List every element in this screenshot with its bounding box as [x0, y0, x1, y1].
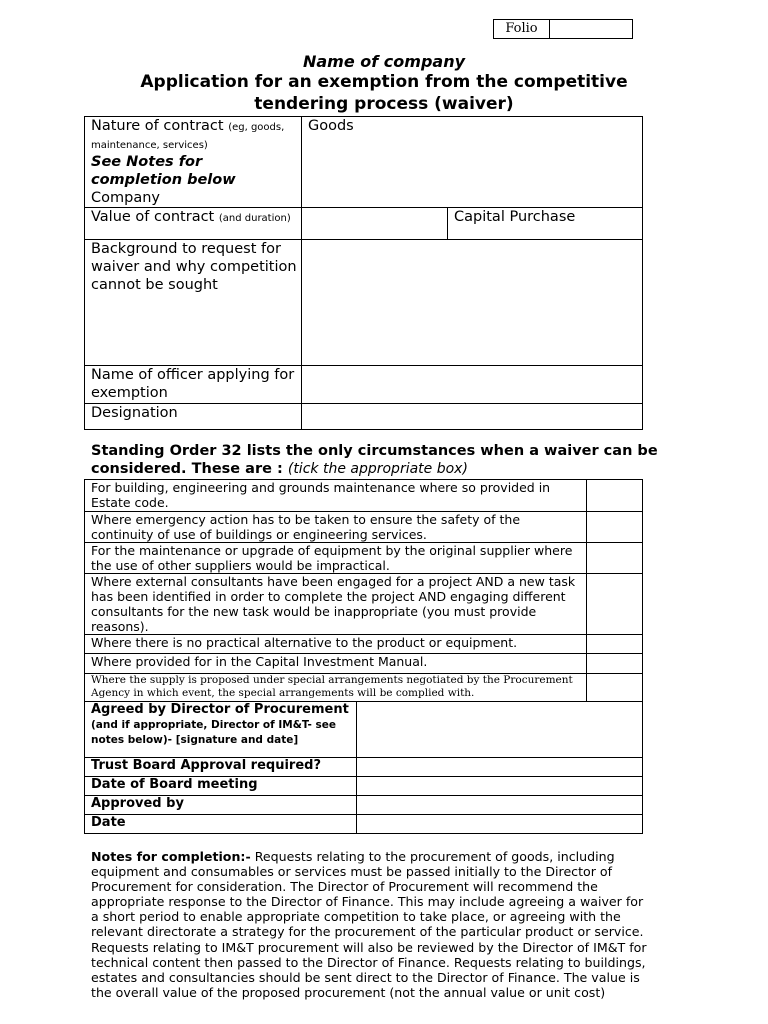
contract-details-table [84, 116, 643, 430]
tick-box[interactable] [587, 574, 643, 635]
background-field[interactable] [302, 240, 643, 366]
notes-for-completion [91, 849, 651, 1000]
trust-board-label: Trust Board Approval required? [85, 758, 357, 777]
table-row [85, 512, 643, 543]
approval-table [84, 701, 643, 834]
company-name: Name of company [302, 52, 466, 71]
tick-hint: (tick the appropriate box) [287, 461, 468, 477]
form-title-line1: Application for an exemption from the competitive [140, 72, 628, 92]
standing-order-text: Standing Order 32 lists the only circumstances when a waiver can be considered. These are : [91, 443, 658, 477]
notes-body: Requests relating to the procurement of goods, including equipment and consumables or services must be passed initially to the Director of Procurement for consideration. The Director of Procurement will recommend the appropriate response to the Director of Finance. This may include agreeing a waiver for a short period to enable appropriate competition to take place, or agreeing with the relevant directorate a strategy for the procurement of the particular product or service. Requests relating to IM&T procurement will also be reviewed by the Director of IM&T for technical content then passed to the Director of Finance. Requests relating to buildings, estates and consultancies should be sent direct to the Director of Finance. The value is the overall value of the proposed procurement (not the annual value or unit cost) [91, 849, 647, 1000]
value-field[interactable] [302, 208, 448, 240]
table-row [85, 654, 643, 674]
approved-by-field[interactable] [357, 796, 643, 815]
nature-value-field[interactable]: Goods [302, 117, 643, 208]
designation-field[interactable] [302, 404, 643, 430]
circumstance-text: Where emergency action has to be taken to ensure the safety of the continuity of use of buildings or engineering services. [85, 512, 587, 543]
officer-label: Name of officer applying for exemption [85, 366, 302, 404]
form-title-line2: tendering process (waiver) [254, 94, 514, 114]
folio-label: Folio [494, 20, 550, 38]
standing-order-heading [91, 442, 691, 478]
background-label: Background to request for waiver and why competition cannot be sought [85, 240, 302, 366]
nature-label-cell [85, 117, 302, 208]
circumstance-text: For the maintenance or upgrade of equipment by the original supplier where the use of other suppliers would be impractical. [85, 543, 587, 574]
agreed-by-hint: (and if appropriate, Director of IM&T- see notes below)- [signature and date] [91, 719, 337, 746]
company-label: Company [91, 190, 160, 206]
see-notes-label: See Notes for completion below [91, 154, 236, 188]
agreed-by-label-cell [85, 702, 357, 758]
table-row [85, 674, 643, 702]
date-label: Date [85, 815, 357, 834]
board-meeting-field[interactable] [357, 777, 643, 796]
circumstance-text: Where provided for in the Capital Investment Manual. [85, 654, 587, 674]
table-row [85, 635, 643, 654]
table-row [85, 574, 643, 635]
circumstance-text: Where there is no practical alternative to the product or equipment. [85, 635, 587, 654]
folio-box [493, 19, 633, 39]
circumstance-text: Where external consultants have been engaged for a project AND a new task has been identified in order to complete the project AND engaging different consultants for the new task would be inappropriate (you must provide reasons). [85, 574, 587, 635]
tick-box[interactable] [587, 635, 643, 654]
tick-box[interactable] [587, 674, 643, 702]
table-row [85, 543, 643, 574]
designation-label: Designation [85, 404, 302, 430]
approved-by-label: Approved by [85, 796, 357, 815]
trust-board-field[interactable] [357, 758, 643, 777]
nature-label: Nature of contract [91, 118, 224, 134]
nature-hint: (eg, goods, maintenance, services) [91, 122, 285, 151]
table-row [85, 480, 643, 512]
tick-box[interactable] [587, 480, 643, 512]
value-label: Value of contract [91, 209, 215, 225]
board-meeting-label: Date of Board meeting [85, 777, 357, 796]
circumstance-text: For building, engineering and grounds maintenance where so provided in Estate code. [85, 480, 587, 512]
value-label-cell [85, 208, 302, 240]
tick-box[interactable] [587, 512, 643, 543]
folio-value-field[interactable] [550, 20, 632, 38]
circumstances-table [84, 479, 643, 702]
date-field[interactable] [357, 815, 643, 834]
agreed-by-field[interactable] [357, 702, 643, 758]
tick-box[interactable] [587, 654, 643, 674]
circumstance-text: Where the supply is proposed under special arrangements negotiated by the Procurement Agency in which event, the special arrangements will be complied with. [85, 674, 587, 702]
officer-field[interactable] [302, 366, 643, 404]
capital-purchase-cell[interactable]: Capital Purchase [448, 208, 643, 240]
notes-heading: Notes for completion:- [91, 849, 251, 864]
tick-box[interactable] [587, 543, 643, 574]
agreed-by-label: Agreed by Director of Procurement [91, 702, 349, 717]
value-hint: (and duration) [218, 213, 291, 224]
